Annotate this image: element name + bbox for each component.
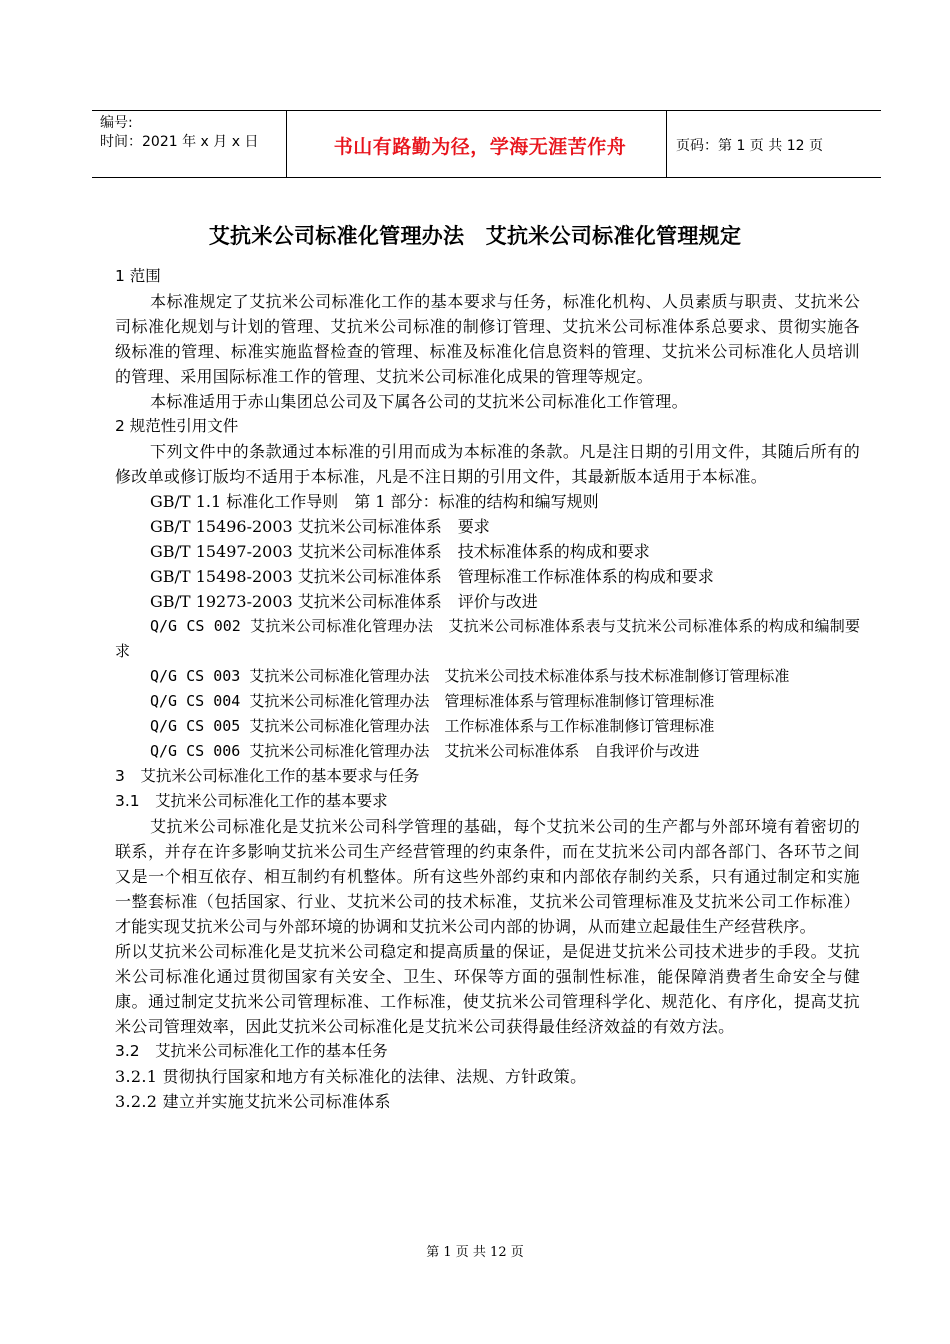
section-2-heading: 2 规范性引用文件 bbox=[115, 417, 239, 435]
reference-item: Q/G CS 002 艾抗米公司标准化管理办法 艾抗米公司标准体系表与艾抗米公司标准体系的构成和编制要求 bbox=[115, 617, 860, 660]
header-divider bbox=[286, 111, 287, 177]
section-3-1-paragraph: 所以艾抗米公司标准化是艾抗米公司稳定和提高质量的保证，是促进艾抗米公司技术进步的手段。艾抗米公司标准化通过贯彻国家有关安全、卫生、环保等方面的强制性标准，能保障消费者生命安全与健康。通过制定艾抗米公司管理标准、工作标准，使艾抗米公司管理科学化、规范化、有序化，提高艾抗米公司管理效率，因此艾抗米公司标准化是艾抗米公司获得最佳经济效益的有效方法。 bbox=[115, 942, 860, 1036]
document-title: 艾抗米公司标准化管理办法 艾抗米公司标准化管理规定 bbox=[208, 224, 742, 248]
section-3-2-1: 3.2.1 贯彻执行国家和地方有关标准化的法律、法规、方针政策。 bbox=[115, 1067, 587, 1086]
header-left-cell bbox=[100, 114, 258, 152]
page-footer: 第 1 页 共 12 页 bbox=[426, 1245, 524, 1260]
section-3-1-paragraph: 艾抗米公司标准化是艾抗米公司科学管理的基础，每个艾抗米公司的生产都与外部环境有着密切的联系，并存在许多影响艾抗米公司生产经营管理的约束条件，而在艾抗米公司内部各部门、各环节之间又是一个相互依存、相互制约有机整体。所有这些外部约束和内部依存制约关系，只有通过制定和实施一整套标准（包括国家、行业、艾抗米公司的技术标准，艾抗米公司管理标准及艾抗米公司工作标准）才能实现艾抗米公司与外部环境的协调和艾抗米公司内部的协调，从而建立起最佳生产经营秩序。 bbox=[115, 817, 860, 936]
section-3-1-heading: 3.1 艾抗米公司标准化工作的基本要求 bbox=[115, 792, 388, 810]
section-3-2-2: 3.2.2 建立并实施艾抗米公司标准体系 bbox=[115, 1092, 391, 1111]
section-1-paragraph: 本标准适用于赤山集团总公司及下属各公司的艾抗米公司标准化工作管理。 bbox=[150, 392, 688, 411]
section-3-heading: 3 艾抗米公司标准化工作的基本要求与任务 bbox=[115, 767, 420, 785]
reference-item: Q/G CS 006 艾抗米公司标准化管理办法 艾抗米公司标准体系 自我评价与改进 bbox=[150, 742, 700, 760]
document-body bbox=[115, 264, 860, 1114]
section-3-2-heading: 3.2 艾抗米公司标准化工作的基本任务 bbox=[115, 1042, 388, 1060]
header-page-label: 页码：第 1 页 共 12 页 bbox=[676, 138, 823, 154]
header-motto: 书山有路勤为径，学海无涯苦作舟 bbox=[333, 136, 627, 158]
number-label: 编号: bbox=[100, 115, 133, 131]
section-1-heading: 1 范围 bbox=[115, 267, 161, 285]
header-table bbox=[92, 110, 881, 178]
time-label: 时间：2021 年 x 月 x 日 bbox=[100, 134, 259, 150]
reference-item: Q/G CS 005 艾抗米公司标准化管理办法 工作标准体系与工作标准制修订管理标准 bbox=[150, 717, 715, 735]
reference-item: GB/T 15497-2003 艾抗米公司标准体系 技术标准体系的构成和要求 bbox=[150, 542, 650, 561]
reference-item: Q/G CS 003 艾抗米公司标准化管理办法 艾抗米公司技术标准体系与技术标准制修订管理标准 bbox=[150, 667, 790, 685]
section-2-paragraph: 下列文件中的条款通过本标准的引用而成为本标准的条款。凡是注日期的引用文件，其随后所有的修改单或修订版均不适用于本标准，凡是不注日期的引用文件，其最新版本适用于本标准。 bbox=[115, 442, 860, 486]
reference-item: GB/T 1.1 标准化工作导则 第 1 部分：标准的结构和编写规则 bbox=[150, 492, 599, 511]
reference-item: GB/T 19273-2003 艾抗米公司标准体系 评价与改进 bbox=[150, 592, 538, 611]
header-divider bbox=[666, 111, 667, 177]
section-1-paragraph: 本标准规定了艾抗米公司标准化工作的基本要求与任务，标准化机构、人员素质与职责、艾抗米公司标准化规划与计划的管理、艾抗米公司标准的制修订管理、艾抗米公司标准体系总要求、贯彻实施各级标准的管理、标准实施监督检查的管理、标准及标准化信息资料的管理、艾抗米公司标准化人员培训的管理、采用国际标准工作的管理、艾抗米公司标准化成果的管理等规定。 bbox=[115, 292, 860, 386]
reference-item: GB/T 15496-2003 艾抗米公司标准体系 要求 bbox=[150, 517, 490, 536]
reference-item: Q/G CS 004 艾抗米公司标准化管理办法 管理标准体系与管理标准制修订管理标准 bbox=[150, 692, 715, 710]
reference-item: GB/T 15498-2003 艾抗米公司标准体系 管理标准工作标准体系的构成和要求 bbox=[150, 567, 714, 586]
